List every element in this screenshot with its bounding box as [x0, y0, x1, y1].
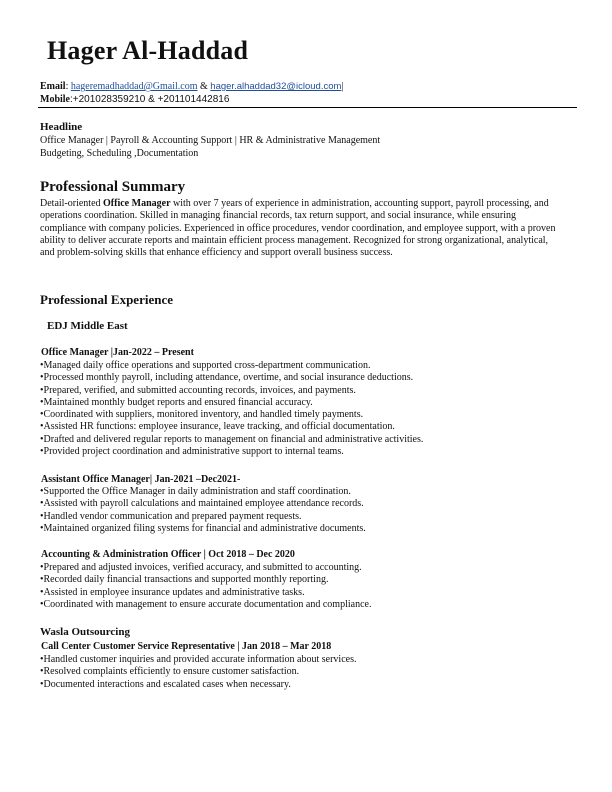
role-title: Call Center Customer Service Representative | Jan 2018 – Mar 2018: [41, 641, 332, 652]
bullet-item: • Provided project coordination and administrative support to internal teams.: [40, 446, 423, 458]
company-name: Wasla Outsourcing: [40, 626, 130, 638]
bullet-item: • Managed daily office operations and supported cross-department communication.: [40, 360, 423, 372]
bullet-item: • Maintained organized filing systems for financial and administrative documents.: [40, 523, 366, 535]
summary-intro: Detail-oriented: [40, 198, 104, 209]
summary-rest: with over 7 years of experience in administration, accounting support, payroll processing, and operations coordination. Skilled in managing financial records, tax return support, and social insurance, while ensuring compliance with company policies. Experienced in office procedures, vendor coordination, and employee support, with a proven ability to deliver accurate reports and maintain efficient process management. Recognized for strong organizational, analytical, and problem-solving skills that enhance efficiency and support overall business success.: [40, 198, 556, 259]
headline-line-1: Office Manager | Payroll & Accounting Support | HR & Administrative Management: [40, 135, 381, 146]
bullet-item: • Assisted with payroll calculations and maintained employee attendance records.: [40, 498, 366, 510]
role-title: Office Manager |Jan-2022 – Present: [41, 347, 194, 358]
bullet-list: [40, 654, 356, 691]
email-line: [40, 81, 343, 93]
header-divider: [38, 107, 577, 108]
bullet-item: • Coordinated with management to ensure accurate documentation and compliance.: [40, 599, 371, 611]
bullet-list: [40, 562, 371, 611]
bullet-item: • Prepared, verified, and submitted accounting records, invoices, and payments.: [40, 385, 423, 397]
bullet-item: • Prepared and adjusted invoices, verified accuracy, and submitted to accounting.: [40, 562, 371, 574]
mobile-label: Mobile: [40, 94, 70, 105]
company-name: EDJ Middle East: [47, 320, 128, 332]
mobile-value: :+201028359210 & +201101442816: [70, 94, 230, 105]
bullet-list: [40, 360, 423, 458]
email-separator: &: [197, 81, 211, 92]
email-link-gmail[interactable]: hageremadhaddad@Gmail.com: [70, 81, 198, 92]
summary-title: Professional Summary: [40, 179, 186, 195]
headline-title: Headline: [40, 121, 83, 133]
bullet-item: • Processed monthly payroll, including attendance, overtime, and social insurance deductions.: [40, 372, 423, 384]
mobile-line: [40, 94, 229, 106]
role-title: Assistant Office Manager| Jan-2021 –Dec2021-: [41, 474, 241, 485]
bullet-item: • Resolved complaints efficiently to ensure customer satisfaction.: [40, 666, 356, 678]
bullet-item: • Drafted and delivered regular reports to management on financial and administrative activities.: [40, 434, 423, 446]
bullet-item: • Handled customer inquiries and provided accurate information about services.: [40, 654, 356, 666]
email-link-icloud[interactable]: hager.alhaddad32@icloud.com: [210, 81, 342, 92]
summary-bold: Office Manager: [103, 198, 171, 209]
headline-line-2: Budgeting, Scheduling ,Documentation: [40, 148, 199, 159]
cursor-bar: |: [341, 81, 344, 92]
bullet-item: • Handled vendor communication and prepared payment requests.: [40, 511, 366, 523]
bullet-list: [40, 486, 366, 535]
bullet-item: • Recorded daily financial transactions and supported monthly reporting.: [40, 574, 371, 586]
experience-title: Professional Experience: [40, 292, 173, 307]
summary-paragraph: [40, 198, 560, 259]
email-label: Email: [40, 81, 66, 92]
bullet-item: • Maintained monthly budget reports and ensured financial accuracy.: [40, 397, 423, 409]
bullet-item: • Assisted HR functions: employee insurance, leave tracking, and official documentation.: [40, 421, 423, 433]
role-title: Accounting & Administration Officer | Oct 2018 – Dec 2020: [41, 549, 295, 560]
bullet-item: • Documented interactions and escalated cases when necessary.: [40, 679, 356, 691]
bullet-item: • Supported the Office Manager in daily administration and staff coordination.: [40, 486, 366, 498]
candidate-name: Hager Al-Haddad: [47, 36, 249, 65]
email-colon: :: [65, 81, 71, 92]
bullet-item: • Coordinated with suppliers, monitored inventory, and handled timely payments.: [40, 409, 423, 421]
bullet-item: • Assisted in employee insurance updates and administrative tasks.: [40, 587, 371, 599]
